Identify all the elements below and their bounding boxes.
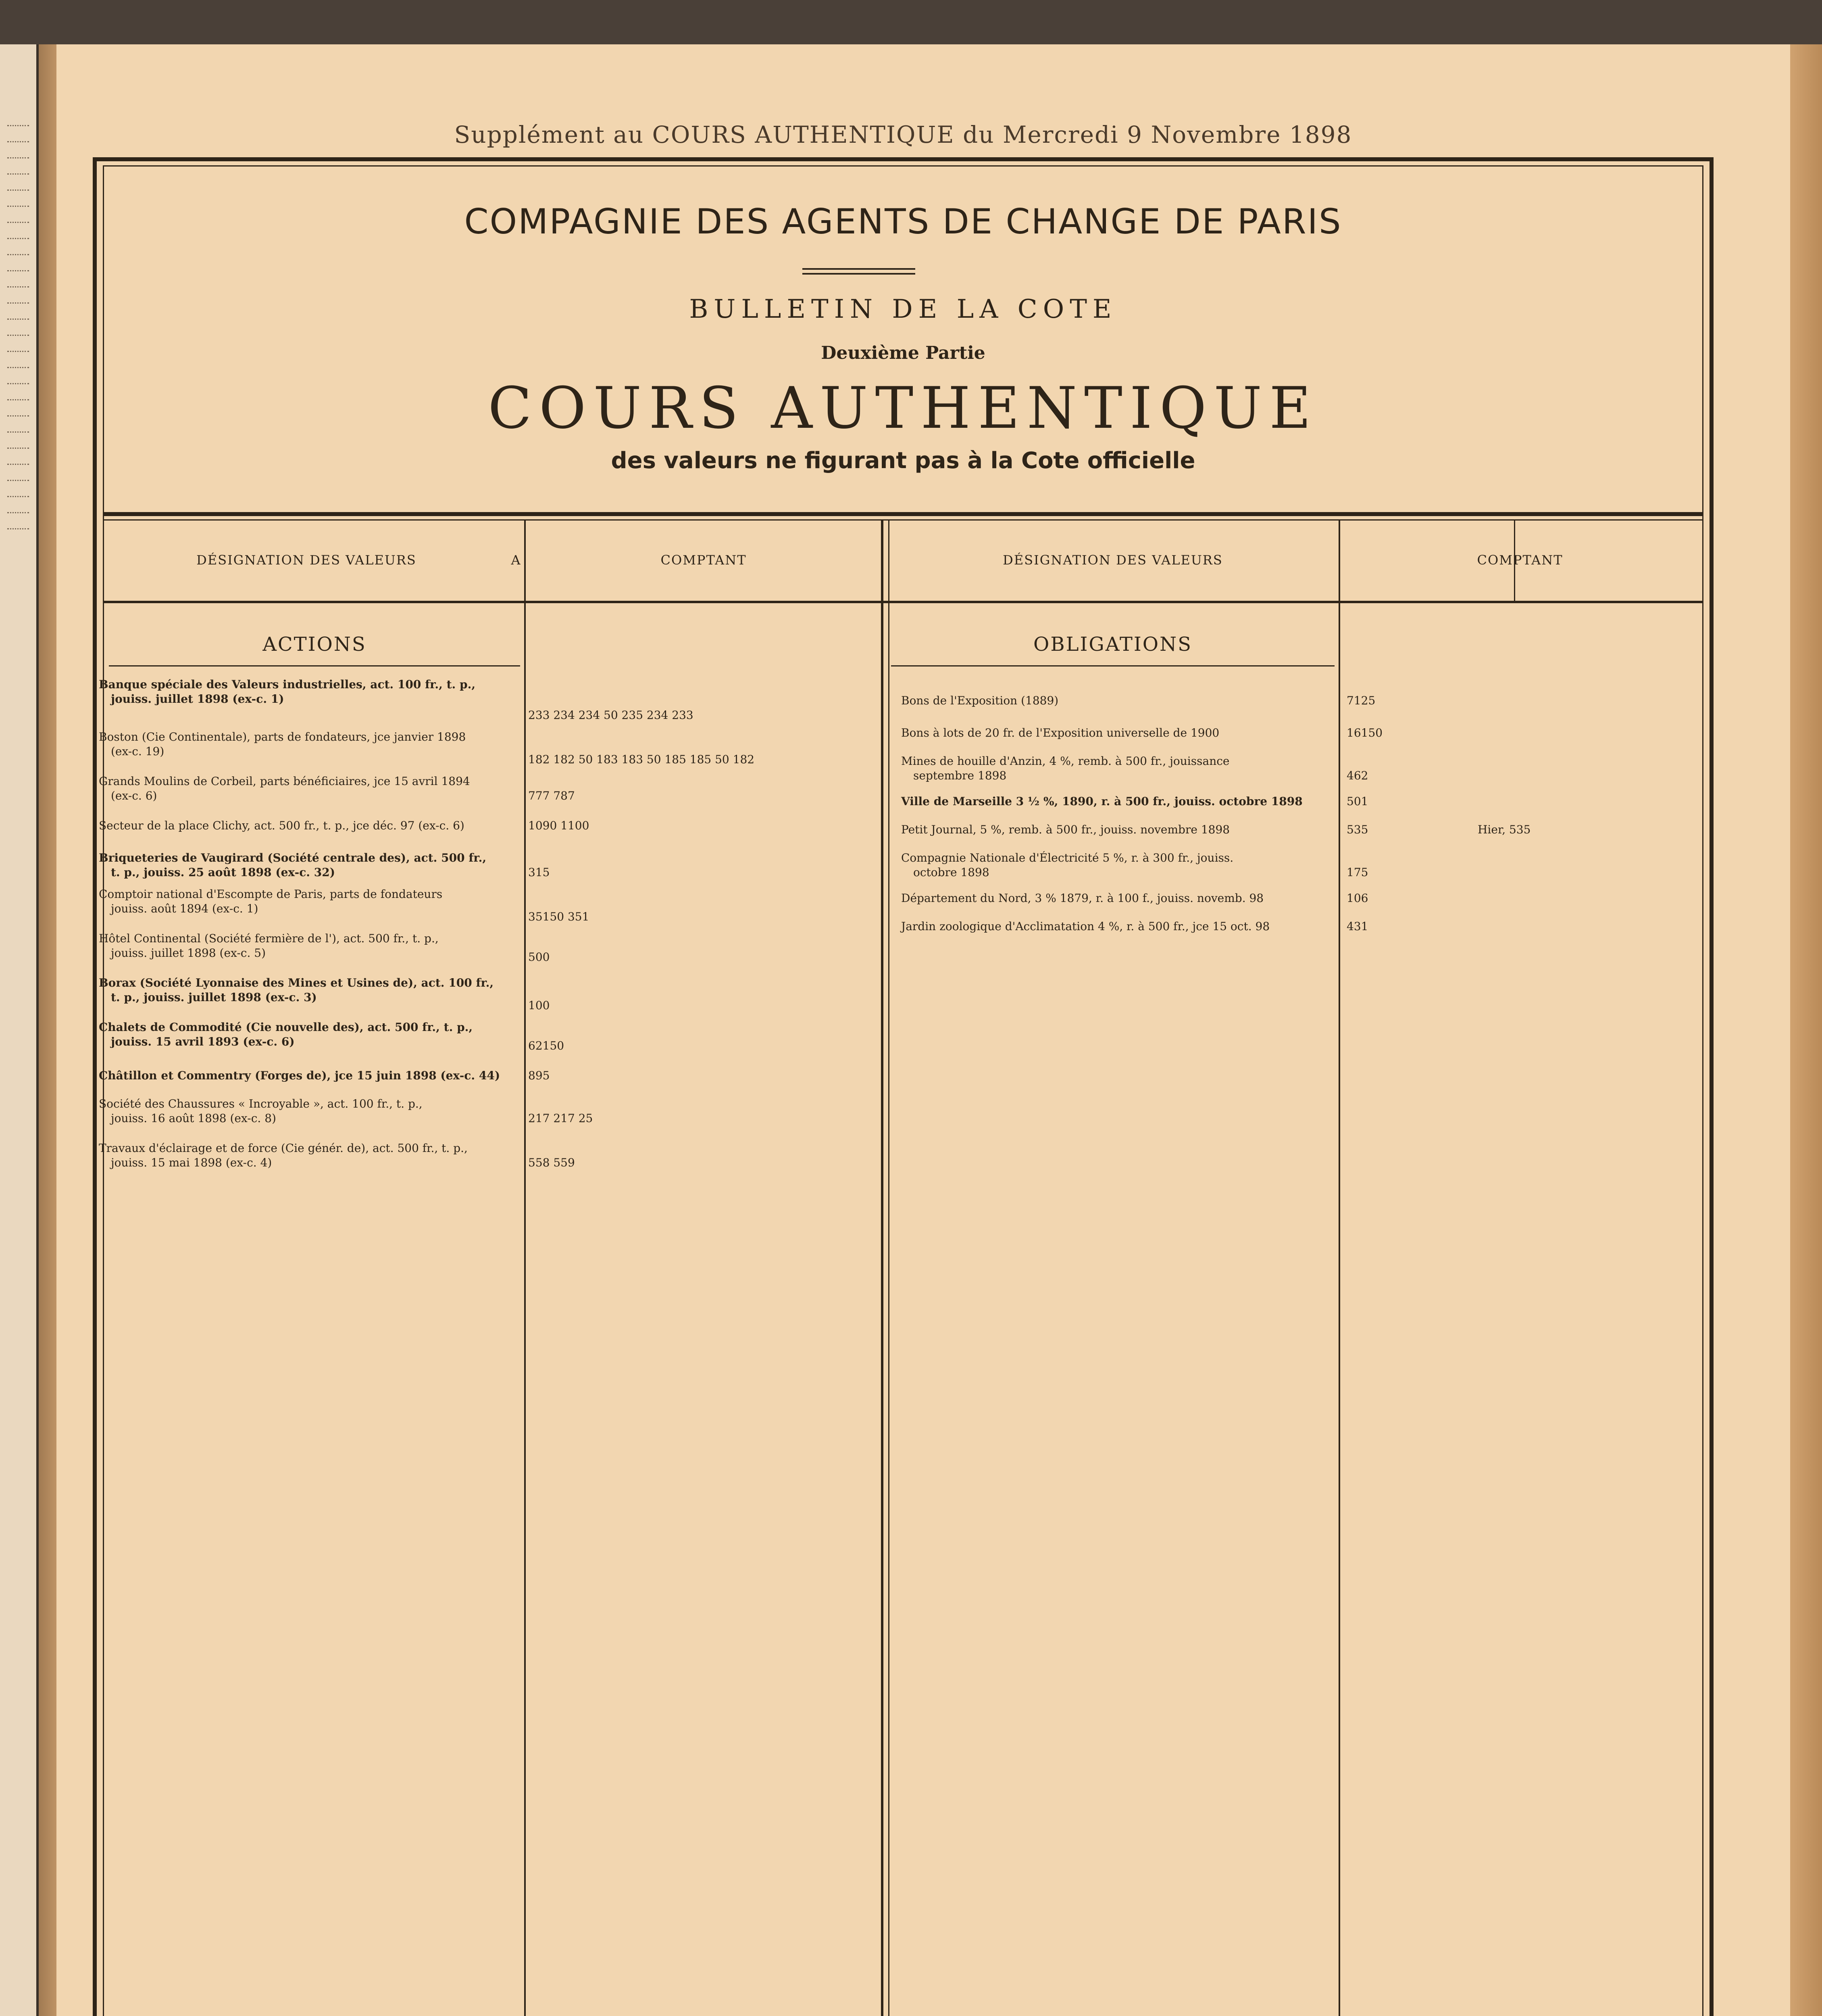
col-header-comptant: COMPTANT xyxy=(660,552,747,568)
edge-dotted-line xyxy=(7,528,29,529)
edge-dotted-line xyxy=(7,173,29,175)
edge-dotted-line xyxy=(7,190,29,191)
col-rule-center-thin xyxy=(888,520,889,2016)
list-item: Compagnie Nationale d'Électricité 5 %, r. à 300 fr., jouiss. octobre 1898 xyxy=(901,851,1234,879)
bulletin-title: BULLETIN DE LA COTE xyxy=(689,294,1117,324)
edge-dotted-line xyxy=(7,367,29,368)
edge-dotted-line xyxy=(7,448,29,449)
edge-dotted-line xyxy=(7,206,29,207)
list-item-value: 462 xyxy=(1347,769,1368,782)
section-title-actions: ACTIONS xyxy=(262,633,366,656)
list-item-value: 35150 351 xyxy=(528,910,589,923)
col-rule-center xyxy=(881,520,883,2016)
edge-dotted-line xyxy=(7,125,29,126)
supplement-line: Supplément au COURS AUTHENTIQUE du Mercredi 9 Novembre 1898 xyxy=(454,121,1352,148)
list-item: Borax (Société Lyonnaise des Mines et Usines de), act. 100 fr., t. p., jouiss. juillet 1898 (ex-c. 3) xyxy=(99,976,494,1004)
list-item-value: 233 234 234 50 235 234 233 xyxy=(528,708,693,722)
list-item-value: 500 xyxy=(528,950,550,964)
list-item: Mines de houille d'Anzin, 4 %, remb. à 500 fr., jouissance septembre 1898 xyxy=(901,754,1230,782)
list-item: Petit Journal, 5 %, remb. à 500 fr., jouiss. novembre 1898 xyxy=(901,823,1230,836)
section-title-obligations: OBLIGATIONS xyxy=(1033,633,1193,656)
scan-top-margin xyxy=(0,0,1822,44)
edge-dotted-line xyxy=(7,496,29,497)
company-name: COMPAGNIE DES AGENTS DE CHANGE DE PARIS xyxy=(464,202,1342,242)
edge-dotted-line xyxy=(7,302,29,304)
list-item-value: 182 182 50 183 183 50 185 185 50 182 xyxy=(528,753,755,766)
edge-dotted-line xyxy=(7,383,29,384)
list-item-value: 895 xyxy=(528,1069,550,1082)
list-item: Bons à lots de 20 fr. de l'Exposition universelle de 1900 xyxy=(901,726,1220,739)
list-item-value: 106 xyxy=(1347,891,1368,905)
edge-dotted-line xyxy=(7,141,29,142)
edge-dotted-line xyxy=(7,415,29,417)
previous-quote: Hier, 535 xyxy=(1478,823,1531,836)
edge-dotted-line xyxy=(7,335,29,336)
list-item-value: 175 xyxy=(1347,866,1368,879)
list-item-value: 62150 xyxy=(528,1039,564,1052)
page-edge-right xyxy=(1790,44,1822,2016)
section-rule xyxy=(891,665,1335,666)
list-item: Travaux d'éclairage et de force (Cie génér. de), act. 500 fr., t. p., jouiss. 15 mai 1898 (ex-c. 4) xyxy=(99,1141,468,1169)
list-item: Jardin zoologique d'Acclimatation 4 %, r. à 500 fr., jce 15 oct. 98 xyxy=(901,920,1270,933)
list-item: Comptoir national d'Escompte de Paris, parts de fondateurs jouiss. août 1894 (ex-c. 1) xyxy=(99,887,443,915)
list-item-value: 1090 1100 xyxy=(528,819,589,832)
section-rule xyxy=(109,665,520,666)
list-item-value: 7125 xyxy=(1347,694,1376,707)
divider xyxy=(802,273,915,275)
header-bottom-rule xyxy=(103,601,1703,603)
list-item-value: 535 xyxy=(1347,823,1368,836)
list-item: Société des Chaussures « Incroyable », act. 100 fr., t. p., jouiss. 16 août 1898 (ex-c. 8) xyxy=(99,1097,423,1125)
list-item: Ville de Marseille 3 ½ %, 1890, r. à 500 fr., jouiss. octobre 1898 xyxy=(901,795,1303,808)
list-item: Châtillon et Commentry (Forges de), jce 15 juin 1898 (ex-c. 44) xyxy=(99,1069,500,1082)
edge-dotted-line xyxy=(7,157,29,158)
edge-dotted-line xyxy=(7,286,29,287)
list-item: Bons de l'Exposition (1889) xyxy=(901,694,1059,707)
col-header-comptant-right: COMPTANT xyxy=(1477,552,1563,568)
edge-dotted-line xyxy=(7,319,29,320)
edge-dotted-line xyxy=(7,512,29,513)
list-item: Briqueteries de Vaugirard (Société centrale des), act. 500 fr., t. p., jouiss. 25 août 1898 (ex-c. 32) xyxy=(99,851,487,879)
list-item: Secteur de la place Clichy, act. 500 fr., t. p., jce déc. 97 (ex-c. 6) xyxy=(99,819,464,832)
edge-dotted-line xyxy=(7,238,29,239)
list-item-value: 100 xyxy=(528,999,550,1012)
divider xyxy=(802,268,915,270)
list-item: Banque spéciale des Valeurs industrielles, act. 100 fr., t. p., jouiss. juillet 1898 (ex-c. 1) xyxy=(99,678,476,706)
page-title: COURS AUTHENTIQUE xyxy=(488,375,1318,442)
list-item-value: 501 xyxy=(1347,795,1368,808)
edge-dotted-line xyxy=(7,351,29,352)
edge-dotted-line xyxy=(7,222,29,223)
part-label: Deuxième Partie xyxy=(821,343,985,363)
list-item-value: 217 217 25 xyxy=(528,1112,593,1125)
page-subtitle: des valeurs ne figurant pas à la Cote officielle xyxy=(611,448,1195,474)
list-item: Boston (Cie Continentale), parts de fondateurs, jce janvier 1898 (ex-c. 19) xyxy=(99,730,466,758)
list-item-value: 16150 xyxy=(1347,726,1383,739)
inner-frame xyxy=(103,165,1703,2016)
edge-dotted-line xyxy=(7,431,29,433)
edge-dotted-line xyxy=(7,270,29,271)
edge-dotted-line xyxy=(7,464,29,465)
col-rule xyxy=(524,520,526,2016)
previous-page-edge xyxy=(0,44,39,2016)
list-item-value: 315 xyxy=(528,866,550,879)
col-header-designation-right: DÉSIGNATION DES VALEURS xyxy=(1003,552,1223,568)
col-header-designation: DÉSIGNATION DES VALEURS xyxy=(196,552,416,568)
table-top-rule xyxy=(103,512,1703,516)
col-header-a: A xyxy=(511,552,521,568)
list-item-value: 558 559 xyxy=(528,1156,575,1169)
table-top-rule-thin xyxy=(103,519,1703,521)
edge-dotted-line xyxy=(7,254,29,255)
list-item: Hôtel Continental (Société fermière de l'), act. 500 fr., t. p., jouiss. juillet 1898 (ex-c. 5) xyxy=(99,932,439,960)
edge-dotted-line xyxy=(7,399,29,400)
col-rule xyxy=(1339,520,1340,2016)
list-item: Chalets de Commodité (Cie nouvelle des), act. 500 fr., t. p., jouiss. 15 avril 1893 (ex-c. 6) xyxy=(99,1020,473,1048)
list-item: Grands Moulins de Corbeil, parts bénéficiaires, jce 15 avril 1894 (ex-c. 6) xyxy=(99,775,470,802)
list-item-value: 431 xyxy=(1347,920,1368,933)
list-item: Département du Nord, 3 % 1879, r. à 100 f., jouiss. novemb. 98 xyxy=(901,891,1264,905)
edge-dotted-line xyxy=(7,480,29,481)
list-item-value: 777 787 xyxy=(528,789,575,802)
